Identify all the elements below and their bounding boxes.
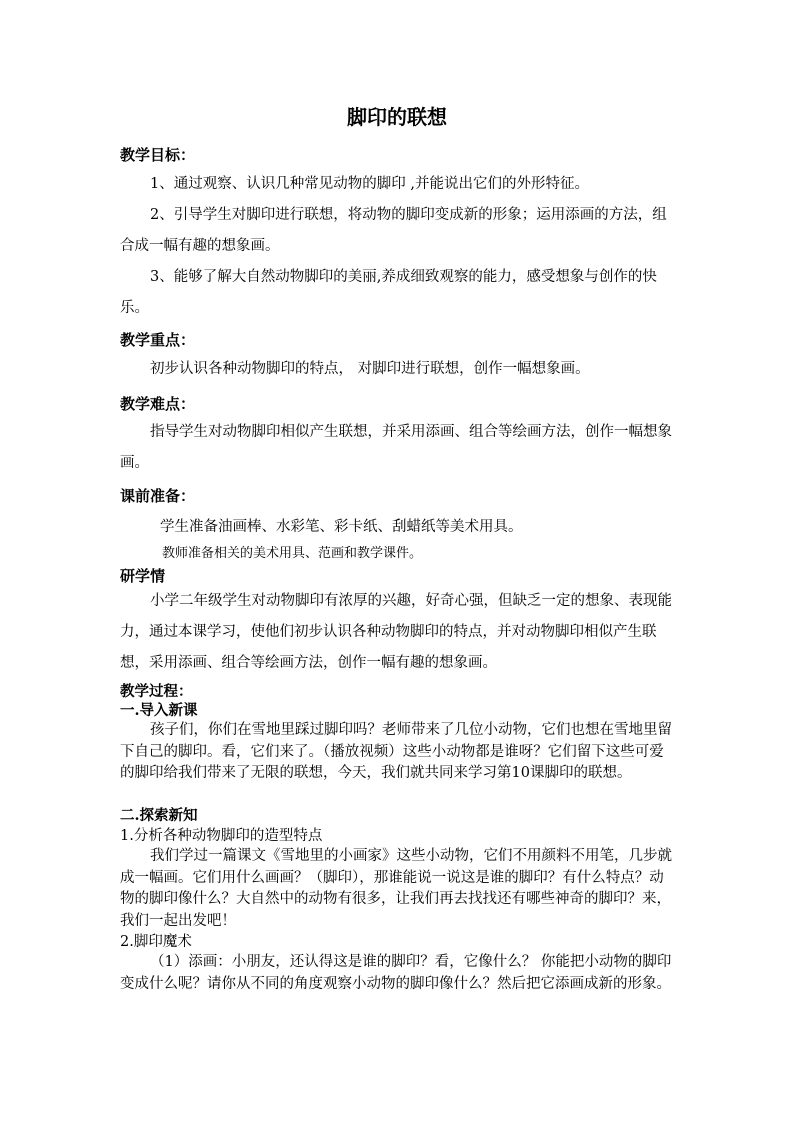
document-title: 脚印的联想 <box>347 105 447 129</box>
difficulties-heading: 教学难点： <box>120 395 196 413</box>
key-points-text: 初步认识各种动物脚印的特点， 对脚印进行联想，创作一幅想象画。 <box>150 361 590 377</box>
key-points-heading: 教学重点： <box>120 331 196 349</box>
objective-item-1: 1、通过观察、认识几种常见动物的脚印 ,并能说出它们的外形特征。 <box>150 176 589 192</box>
section1-heading: 一.导入新课 <box>120 702 198 719</box>
section1-text: 孩子们，你们在雪地里踩过脚印吗？老师带来了几位小动物，它们也想在雪地里留下自己的脚印。看，它们来了。（播放视频）这些小动物都是谁呀？它们留下这些可爱的脚印给我们带来了无限的联想，今天，我们就共同来学习第10课脚印的联想。 <box>120 722 672 781</box>
sub2-heading: 2.脚印魔术 <box>120 934 192 950</box>
sub2-text: （1）添画：小朋友，还认得这是谁的脚印？看，它像什么？ 你能把小动物的脚印变成什么呢？请你从不同的角度观察小动物的脚印像什么？然后把它添画成新的形象。 <box>120 954 672 992</box>
difficulties-text: 指导学生对动物脚印相似产生联想，并采用添画、组合等绘画方法，创作一幅想象画。 <box>120 424 672 471</box>
preparation-teacher: 教师准备相关的美术用具、范画和教学课件。 <box>162 546 423 561</box>
section2-heading: 二.探索新知 <box>120 807 198 824</box>
sub1-text: 我们学过一篇课文《雪地里的小画家》这些小动物，它们不用颜料不用笔，几步就成一幅画。它们用什么画画？（脚印），那谁能说一说这是谁的脚印？有什么特点？动物的脚印像什么？大自然中的动物有很多，让我们再去找找还有哪些神奇的脚印？来，我们一起出发吧！ <box>120 848 672 929</box>
preparation-student: 学生准备油画棒、水彩笔、彩卡纸、刮蜡纸等美术用具。 <box>160 519 523 535</box>
objectives-heading: 教学目标： <box>120 146 196 164</box>
sub1-heading: 1.分析各种动物脚印的造型特点 <box>120 828 323 844</box>
objective-item-2: 2、引导学生对脚印进行联想，将动物的脚印变成新的形象；运用添画的方法，组合成一幅有趣的想象画。 <box>120 207 667 254</box>
objective-item-3: 3、能够了解大自然动物脚印的美丽,养成细致观察的能力，感受想象与创作的快乐。 <box>120 269 657 316</box>
students-text: 小学二年级学生对动物脚印有浓厚的兴趣，好奇心强，但缺乏一定的想象、表现能力，通过本课学习，使他们初步认识各种动物脚印的特点，并对动物脚印相似产生联想，采用添画、组合等绘画方法，创作一幅有趣的想象画。 <box>120 593 672 671</box>
students-heading: 研学情 <box>120 567 166 585</box>
process-heading: 教学过程： <box>120 683 193 700</box>
preparation-heading: 课前准备： <box>120 487 196 505</box>
